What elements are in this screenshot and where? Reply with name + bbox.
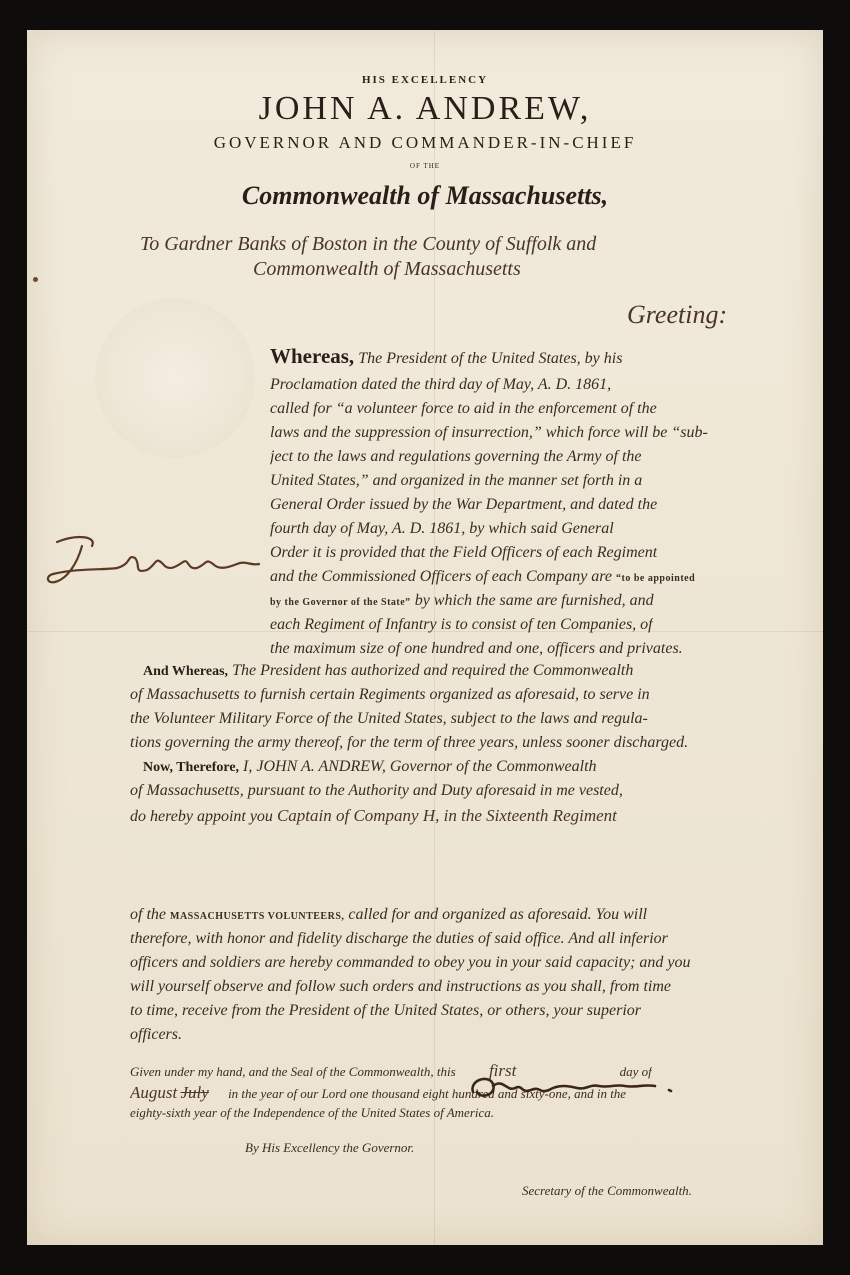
p1-line-10 [270,592,654,610]
p1-tail: each Regiment of Infantry is to consist of ten Companies, of [270,616,653,633]
given-text: Given under my hand, and the Seal of the Commonwealth, this [130,1064,456,1079]
by-governor: By His Excellency the Governor. [245,1140,415,1155]
now-therefore-line [143,758,597,776]
p2-line: the Volunteer Military Force of the United States, subject to the laws and regula- [130,710,648,727]
p1-line-9 [270,568,695,586]
p1-line: United States,” and organized in the manner set forth in a [270,472,643,489]
and-whereas-line [143,662,633,680]
address-line-1: To Gardner Banks of Boston in the County of Suffolk and [140,233,597,255]
p1-line: and the Commissioned Officers of each Company are [270,568,613,585]
p2-line: tions governing the army thereof, for the term of three years, unless sooner discharged. [130,734,689,751]
p3-first: I, JOHN A. ANDREW, Governor of the Commonwealth [243,758,597,775]
header-of-the: OF THE [409,162,441,170]
p4-line: therefore, with honor and fidelity discharge the duties of said office. And all inferior [130,930,668,947]
p2-line: The President has authorized and required the Commonwealth [232,662,634,679]
p1-tail: the maximum size of one hundred and one, officers and privates. [270,640,683,657]
embossed-seal [95,298,255,458]
p2-line: of Massachusetts to furnish certain Regiments organized as aforesaid, to serve in [130,686,650,703]
ink-spot [33,277,38,282]
p4-line: will yourself observe and follow such orders and instructions as you shall, from time [130,978,672,995]
given-day-of: day of [619,1064,652,1079]
secretary-signature [459,1062,689,1112]
header-commonwealth: Commonwealth of Massachusetts, [241,181,609,210]
governor-signature [37,524,267,604]
header-governor-name: JOHN A. ANDREW, [258,90,592,127]
and-whereas-label: And Whereas, [143,664,229,679]
p1-line: Order it is provided that the Field Officers of each Regiment [270,544,658,561]
appointment-handwritten: Captain of Company H, in the Sixteenth Regiment [276,806,617,825]
p4-line: officers. [130,1026,182,1043]
p3-line-appoint [130,806,617,826]
now-therefore-label: Now, Therefore, [143,760,240,775]
governor-of-state-caps: by the Governor of the State” [270,597,411,608]
p1-line: laws and the suppression of insurrection,” which force will be “sub- [270,424,708,441]
p4-line-0 [130,906,647,924]
header-excellency: HIS EXCELLENCY [361,74,489,86]
given-day-handwritten: first [488,1061,517,1080]
p1-line: Proclamation dated the third day of May, A. D. 1861, [270,376,612,393]
quote-caps: “to be appointed [616,573,696,584]
p3-line: of Massachusetts, pursuant to the Authority and Duty aforesaid in me vested, [130,782,623,799]
p1-tail: by which the same are furnished, and [414,592,654,609]
month-handwritten: August [130,1083,178,1102]
p1-line: called for “a volunteer force to aid in the enforcement of the [270,400,657,417]
p1-line: The President of the United States, by his [358,350,623,367]
p4-first-tail: called for and organized as aforesaid. You will [348,906,648,923]
p1-line: General Order issued by the War Department, and dated the [270,496,658,513]
whereas-label: Whereas, [270,344,355,368]
p3-line: do hereby appoint you [130,808,273,825]
secretary-title: Secretary of the Commonwealth. [522,1183,692,1198]
address-line-2: Commonwealth of Massachusetts [253,258,521,280]
commission-document [27,30,823,1245]
volunteers-prefix: of the [130,906,166,923]
whereas-line-0 [270,344,622,369]
independence-line: eighty-sixth year of the Independence of the United States of America. [130,1105,495,1120]
p4-line: officers and soldiers are hereby commanded to obey you in your said capacity; and you [130,954,691,971]
header-title: GOVERNOR AND COMMANDER-IN-CHIEF [213,133,637,152]
p1-line: ject to the laws and regulations governing the Army of the [270,448,642,465]
year-line: in the year of our Lord one thousand eight hundred and sixty-one, and in the [228,1086,627,1101]
volunteers-caps: MASSACHUSETTS VOLUNTEERS, [170,911,345,922]
greeting: Greeting: [627,300,728,329]
struck-month: July [180,1083,209,1102]
p1-line: fourth day of May, A. D. 1861, by which said General [270,520,614,537]
p4-line: to time, receive from the President of the United States, or others, your superior [130,1002,642,1019]
